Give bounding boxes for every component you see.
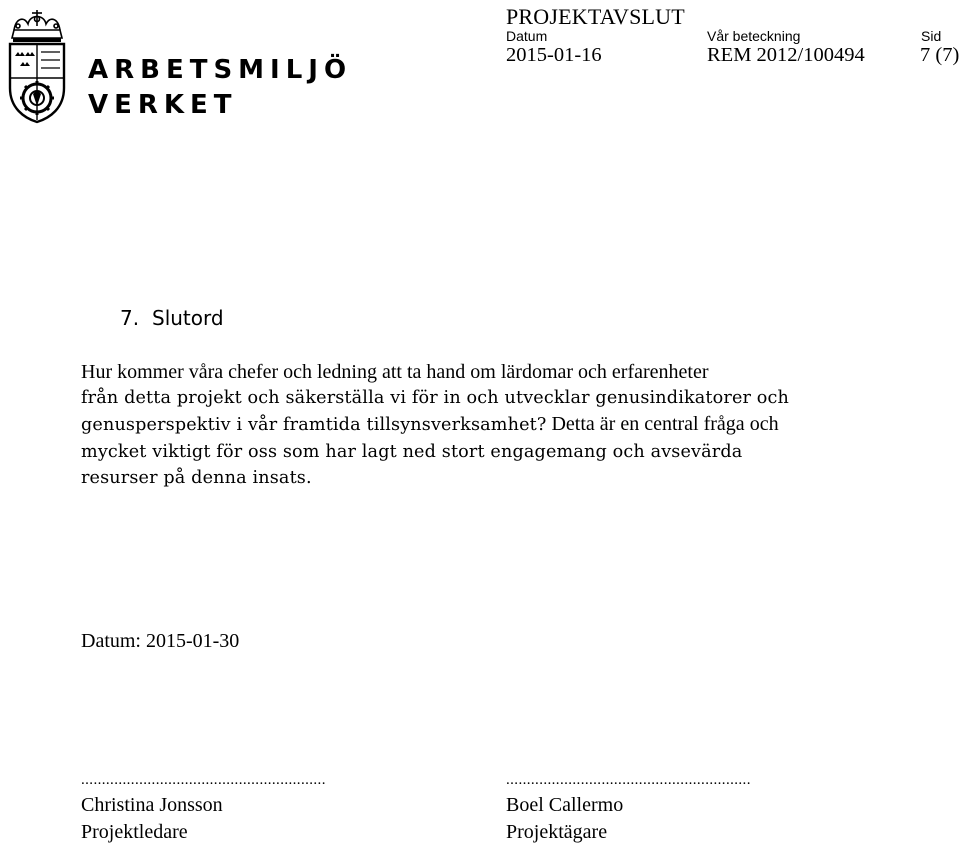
agency-name-line-2: VERKET xyxy=(88,90,238,120)
signature-block-project-owner xyxy=(506,770,751,846)
paragraph-line: Hur kommer våra chefer och ledning att ta hand om lärdomar och erfarenheter xyxy=(81,361,709,383)
section-number: 7. xyxy=(120,306,140,330)
signatory-name: Boel Callermo xyxy=(506,794,624,816)
paragraph-line: resurser på denna insats. xyxy=(81,467,312,488)
signature-line: ........................................................... xyxy=(81,772,326,788)
section-title: Slutord xyxy=(152,306,224,330)
reference-value: REM 2012/100494 xyxy=(707,44,865,66)
coat-of-arms-icon xyxy=(2,4,72,126)
page-value: 7 (7) xyxy=(920,44,960,66)
agency-name-line-1: ARBETSMILJÖ xyxy=(88,55,353,85)
paragraph-line: mycket viktigt för oss som har lagt ned stort engagemang och avsevärda xyxy=(81,441,743,462)
date-label: Datum xyxy=(506,28,548,44)
signing-date: Datum: 2015-01-30 xyxy=(81,630,240,652)
signature-line: ........................................................... xyxy=(506,772,751,788)
paragraph-line: från detta projekt och säkerställa vi för in och utvecklar genusindikatorer och xyxy=(81,388,790,409)
signatory-role: Projektledare xyxy=(81,821,188,843)
signatory-role: Projektägare xyxy=(506,821,608,843)
agency-logo xyxy=(2,4,353,126)
reference-label: Vår beteckning xyxy=(707,28,801,44)
paragraph-line: genusperspektiv i vår framtida tillsynsverksamhet? xyxy=(81,415,547,436)
paragraph-line: Detta är en central fråga och xyxy=(546,413,779,436)
document-type: PROJEKTAVSLUT xyxy=(506,4,685,29)
section-heading xyxy=(120,306,224,330)
page-label: Sid xyxy=(921,28,942,44)
closing-paragraph xyxy=(81,359,951,491)
signatory-name: Christina Jonsson xyxy=(81,794,223,816)
signature-block-project-leader xyxy=(81,770,326,846)
date-value: 2015-01-16 xyxy=(506,44,602,66)
